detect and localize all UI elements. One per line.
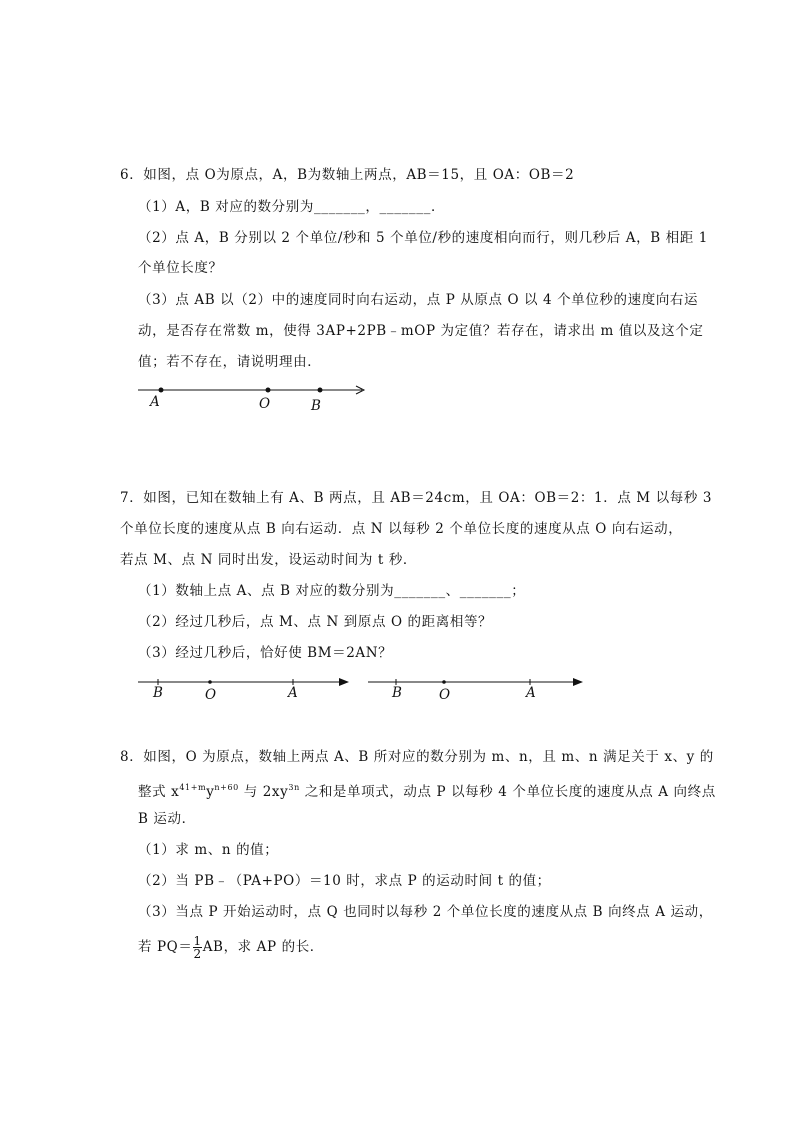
q7-axis2-point-o (442, 680, 446, 684)
q8-part3-line2 (138, 934, 324, 960)
q7-stem-line3: 若点 M、点 N 同时出发，设运动时间为 t 秒． (120, 552, 418, 568)
q6-part3-line2: 动，是否存在常数 m，使得 3AP+2PB﹣mOP 为定值？若存在，请求出 m 值以及这个定 (138, 323, 704, 339)
q6-point-b (318, 388, 323, 393)
q7-part2: （2）经过几秒后，点 M、点 N 到原点 O 的距离相等？ (138, 614, 493, 630)
q6-label-a: A (150, 394, 161, 410)
q8-part2: （2）当 PB﹣（PA+PO）＝10 时，求点 P 的运动时间 t 的值； (138, 873, 551, 889)
q6-part3-line3: 值；若不存在，请说明理由． (138, 354, 322, 370)
q6-part2-line2: 个单位长度？ (138, 260, 223, 276)
q6-number-line (136, 380, 376, 412)
q7-stem-line1: 7．如图，已知在数轴上有 A、B 两点，且 AB＝24cm，且 OA：OB＝2：1．点 M 以每秒 3 (120, 490, 713, 506)
q7-number-line-1 (136, 672, 356, 694)
q6-part2-line1: （2）点 A，B 分别以 2 个单位/秒和 5 个单位/秒的速度相向而行，则几秒后 A，B 相距 1 (138, 230, 708, 246)
q8-fraction-denominator: 2 (193, 947, 202, 961)
q8-condition-prefix: 若 PQ＝ (138, 939, 193, 955)
q6-part1: （1）A，B 对应的数分别为_______，_______． (138, 199, 446, 215)
q7-axis2-label-b: B (392, 685, 403, 701)
q8-exponent-x: 41+m (179, 783, 207, 792)
q7-axis1-label-b: B (153, 685, 164, 701)
q8-stem-line1: 8．如图，O 为原点，数轴上两点 A、B 所对应的数分别为 m、n，且 m、n 满足关于 x、y 的 (120, 749, 714, 765)
q7-axis1-label-a: A (288, 685, 299, 701)
q8-fraction-half (193, 935, 201, 960)
q7-stem-line2: 个单位长度的速度从点 B 向右运动．点 N 以每秒 2 个单位长度的速度从点 O 向右运动， (120, 521, 683, 537)
q8-exponent-second: 3n (288, 783, 300, 792)
q8-stem-line3: B 运动． (138, 811, 196, 827)
q6-label-o: O (259, 396, 271, 412)
q8-part3: （3）当点 P 开始运动时，点 Q 也同时以每秒 2 个单位长度的速度从点 B 向终点 A 运动， (138, 904, 713, 920)
q7-axis1-arrow (339, 678, 349, 686)
q8-stem-prefix: 整式 x (138, 784, 180, 800)
q7-axis2-label-a: A (526, 685, 537, 701)
q8-part1: （1）求 m、n 的值； (138, 842, 279, 858)
q8-exponent-y: n+60 (214, 783, 239, 792)
q8-second-term: 与 2xy (238, 784, 289, 800)
q7-axis1-point-o (208, 680, 212, 684)
q7-axis2-label-o: O (439, 687, 451, 703)
q8-variable-y: y (206, 784, 215, 800)
q8-stem-line2 (138, 778, 716, 802)
q6-stem: 6．如图，点 O为原点，A，B为数轴上两点，AB＝15，且 OA：OB＝2 (120, 167, 575, 183)
q6-part3-line1: （3）点 AB 以（2）中的速度同时向右运动，点 P 从原点 O 以 4 个单位秒的速度向右运 (138, 292, 699, 308)
q7-axis2-arrow (573, 678, 583, 686)
q7-part3: （3）经过几秒后，恰好使 BM＝2AN？ (138, 645, 393, 661)
q8-fraction-numerator: 1 (193, 934, 202, 948)
q7-part1: （1）数轴上点 A、点 B 对应的数分别为_______、_______； (138, 583, 526, 599)
q6-point-o (266, 388, 271, 393)
q7-axis1-label-o: O (205, 687, 217, 703)
q6-label-b: B (311, 398, 322, 414)
q8-condition-suffix: AB，求 AP 的长． (202, 939, 324, 955)
q8-stem-suffix: 之和是单项式，动点 P 以每秒 4 个单位长度的速度从点 A 向终点 (299, 784, 716, 800)
